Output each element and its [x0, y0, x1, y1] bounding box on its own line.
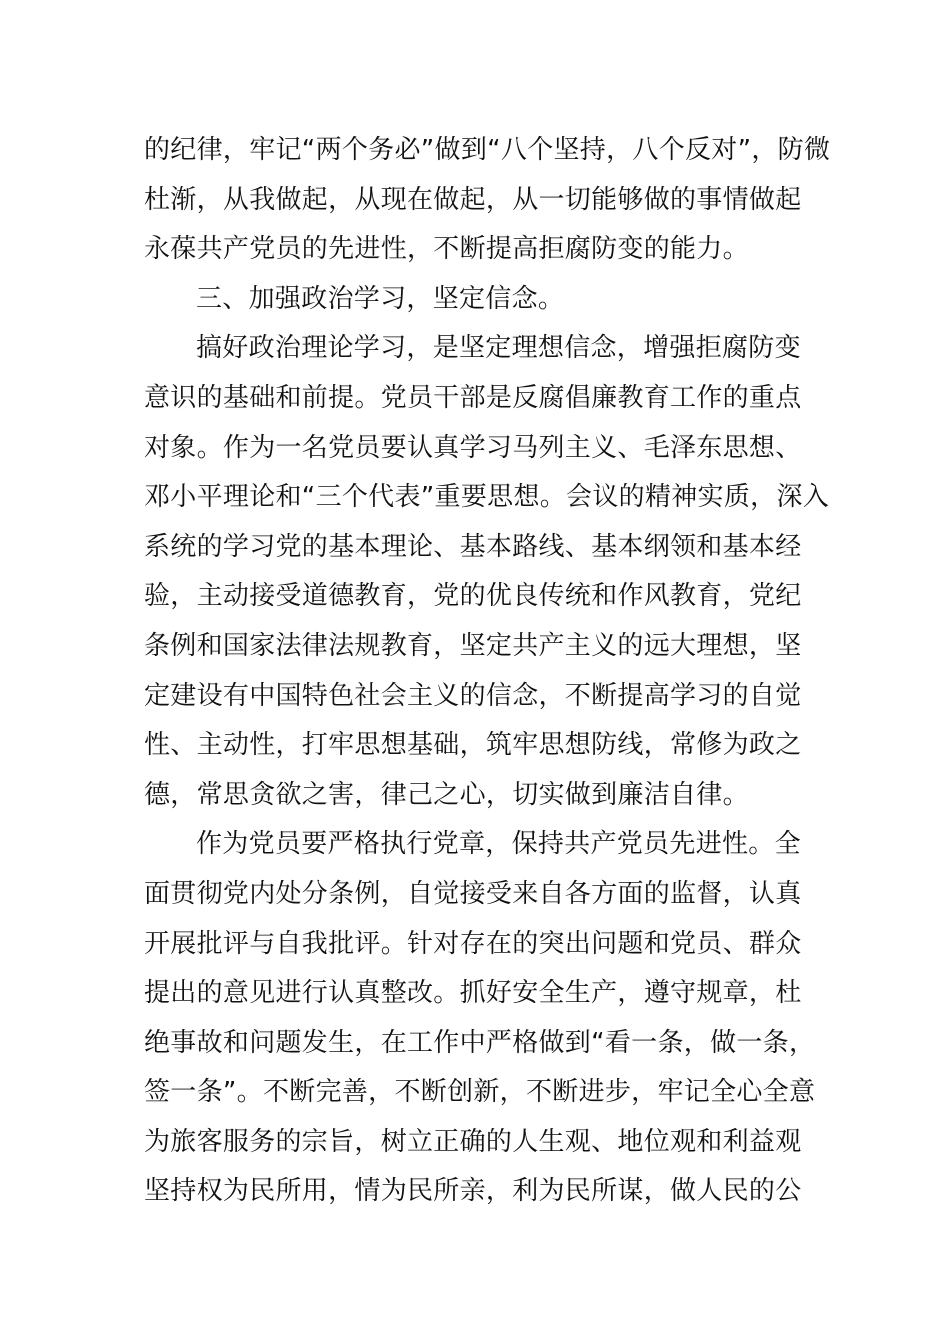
- text-line: 邓小平理论和“三个代表”重要思想。会议的精神实质，深入: [144, 482, 830, 513]
- text-line: 性、主动性，打牢思想基础，筑牢思想防线，常修为政之: [144, 730, 802, 761]
- text-line: 对象。作为一名党员要认真学习马列主义、毛泽东思想、: [144, 432, 802, 463]
- text-line: 为旅客服务的宗旨，树立正确的人生观、地位观和利益观: [144, 1126, 802, 1157]
- text-line: 作为党员要严格执行党章，保持共产党员先进性。全: [196, 829, 801, 860]
- text-line: 永葆共产党员的先进性，不断提高拒腐防变的能力。: [144, 234, 749, 265]
- text-line: 绝事故和问题发生，在工作中严格做到“看一条，做一条，: [144, 1027, 816, 1058]
- text-line: 面贯彻党内处分条例，自觉接受来自各方面的监督，认真: [144, 878, 802, 909]
- text-line: 意识的基础和前提。党员干部是反腐倡廉教育工作的重点: [144, 382, 802, 413]
- section-heading: 三、加强政治学习，坚定信念。: [196, 283, 565, 314]
- text-line: 德，常思贪欲之害，律己之心，切实做到廉洁自律。: [144, 779, 749, 810]
- text-line: 验，主动接受道德教育，党的优良传统和作风教育，党纪: [144, 581, 802, 612]
- body-text: [144, 126, 831, 1217]
- text-line: 提出的意见进行认真整改。抓好安全生产，遵守规章，杜: [144, 978, 802, 1009]
- text-line: 系统的学习党的基本理论、基本路线、基本纲领和基本经: [144, 531, 802, 562]
- text-line: 杜渐，从我做起，从现在做起，从一切能够做的事情做起: [144, 184, 802, 215]
- text-line: 定建设有中国特色社会主义的信念，不断提高学习的自觉: [144, 680, 802, 711]
- text-line: 签一条”。不断完善，不断创新，不断进步，牢记全心全意: [144, 1077, 816, 1108]
- text-line: 条例和国家法律法规教育，坚定共产主义的远大理想，坚: [144, 630, 802, 661]
- text-line: 坚持权为民所用，情为民所亲，利为民所谋，做人民的公: [144, 1176, 802, 1207]
- text-line: 搞好政治理论学习，是坚定理想信念，增强拒腐防变: [196, 333, 801, 364]
- text-line: 开展批评与自我批评。针对存在的突出问题和党员、群众: [144, 928, 802, 959]
- text-line: 的纪律，牢记“两个务必”做到“八个坚持，八个反对”，防微: [144, 135, 831, 165]
